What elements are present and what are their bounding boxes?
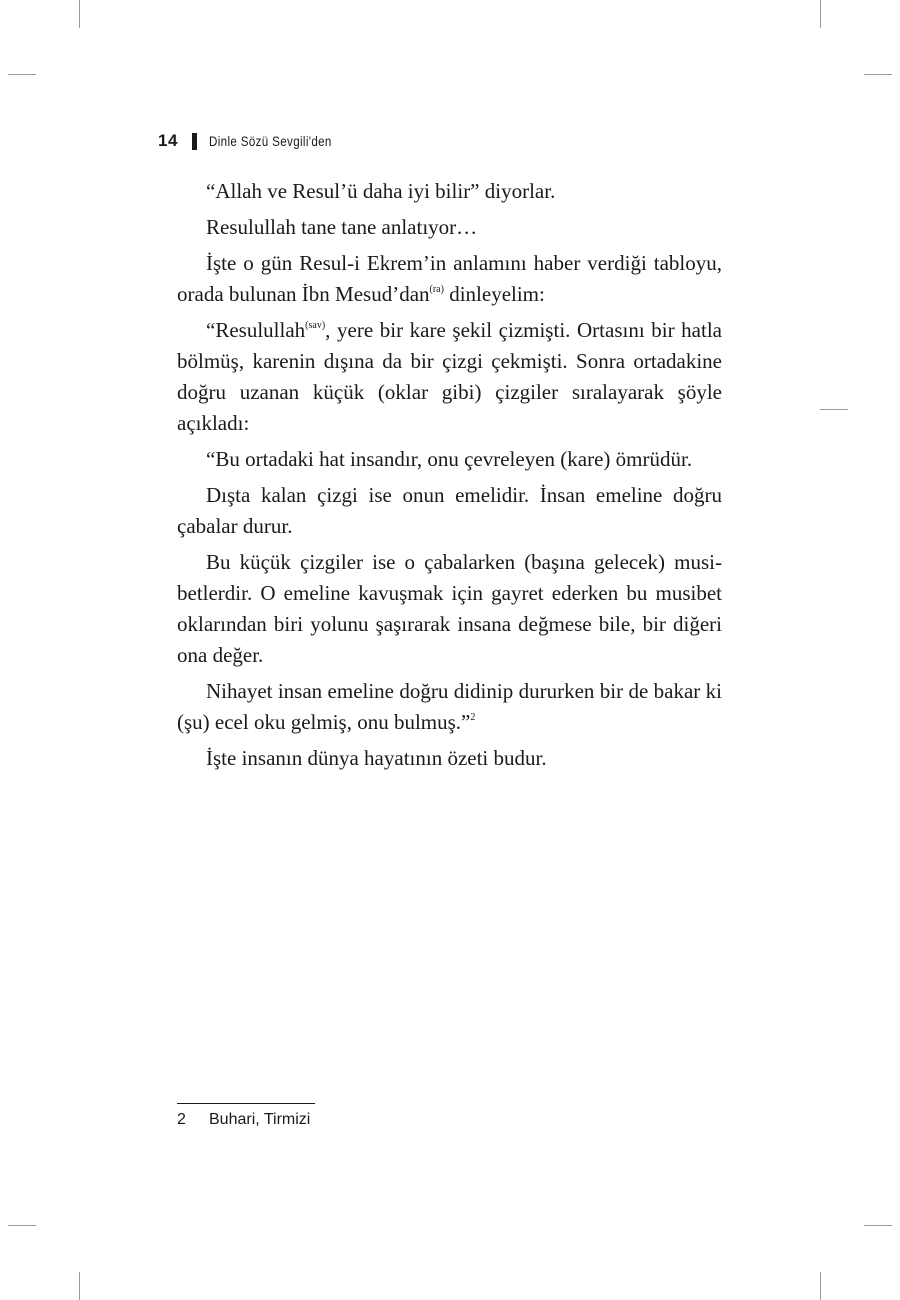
page-header [158,131,352,151]
paragraph: Resulullah tane tane anlatıyor… [206,215,478,239]
body-text [177,176,722,779]
paragraph: İşte insanın dünya hayatının özeti budur. [206,746,547,770]
footnote-number: 2 [177,1111,186,1128]
paragraph: “Resulullah$^{(sav)}$, yere bir kare şekil çizmişti. Ortasını bir hatla bölmüş, karenin dışına da bir çizgi çekmişti. Sonra ortadakine doğru uzanan küçük (oklar gibi) çizgiler sıralayarak şöyle açıkladı: [177,318,722,435]
running-title: Dinle Sözü Sevgili'den [208,133,332,149]
header-divider [192,133,197,150]
crop-mark [820,0,821,28]
paragraph: Bu küçük çizgiler ise o çabalarken (başına gelecek) musibetlerdir. O emeline kavuşmak için gayret ederken bu musibet oklarından biri yolunu şaşırarak insana değmese bile, bir diğeri ona değer. [177,550,722,667]
page-number: 14 [158,131,178,150]
crop-mark [8,74,36,75]
paragraph: İşte o gün Resul-i Ekrem’in anlamını haber verdiği tabloyu, orada bulunan İbn Mesud’dan$^{(ra)}$ dinleyelim: [177,251,722,306]
crop-mark [864,1225,892,1226]
footnote-reference: 2 [470,712,476,723]
paragraph: Dışta kalan çizgi ise onun emelidir. İnsan emeline doğru çabalar durur. [177,483,722,538]
crop-mark [820,409,848,410]
paragraph: “Bu ortadaki hat insandır, onu çevreleyen (kare) ömrüdür. [206,447,693,471]
honorific-superscript: (sav) [305,320,326,331]
footnote-divider [177,1103,315,1104]
crop-mark [8,1225,36,1226]
paragraph: Nihayet insan emeline doğru didinip dururken bir de bakar ki (şu) ecel oku gelmiş, onu bulmuş.”$^2$ [177,679,722,734]
footnote-text: Buhari, Tirmizi [209,1111,311,1128]
footnote [177,1111,310,1129]
crop-mark [820,1272,821,1300]
paragraph: “Allah ve Resul’ü daha iyi bilir” diyorlar. [206,179,556,203]
crop-mark [864,74,892,75]
honorific-superscript: (ra) [429,284,444,295]
crop-mark [79,0,80,28]
crop-mark [79,1272,80,1300]
